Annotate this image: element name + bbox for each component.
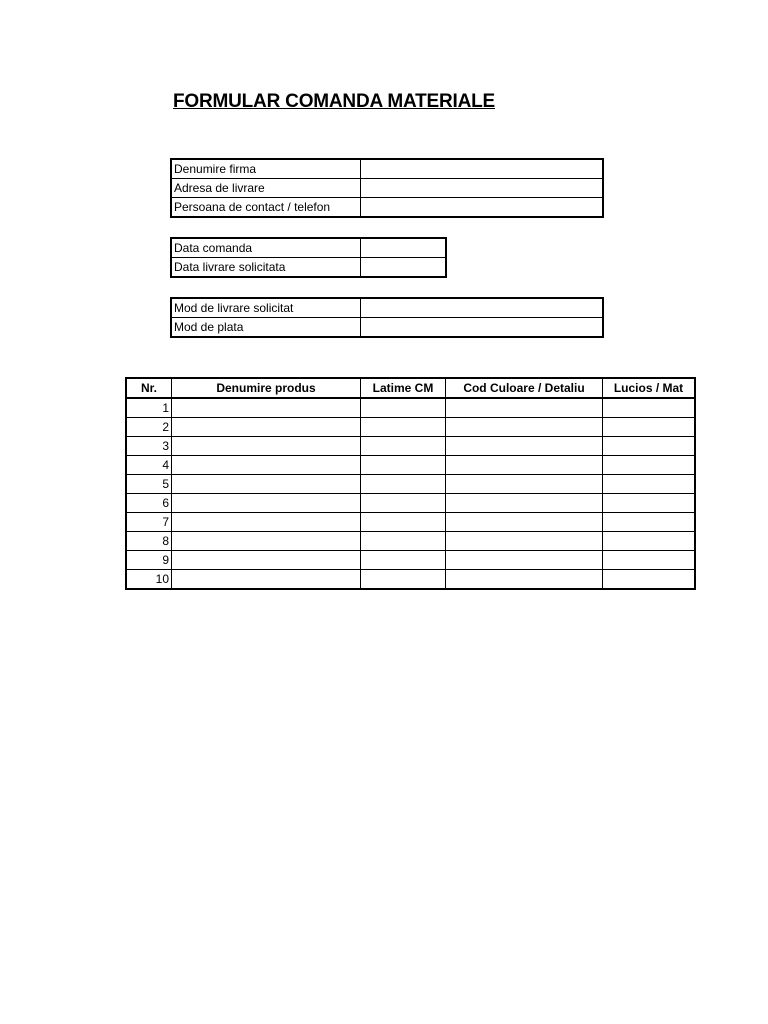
header-denumire-produs: Denumire produs: [172, 378, 361, 398]
width-cell[interactable]: [361, 551, 446, 570]
product-name-cell[interactable]: [172, 494, 361, 513]
row-number: 8: [126, 532, 172, 551]
table-row: [126, 570, 695, 590]
field-label: Mod de livrare solicitat: [171, 298, 361, 318]
company_info-row: [171, 159, 603, 179]
width-cell[interactable]: [361, 570, 446, 590]
table-row: [126, 532, 695, 551]
field-label: Data livrare solicitata: [171, 258, 361, 278]
field-value-cell[interactable]: [361, 298, 604, 318]
row-number: 10: [126, 570, 172, 590]
width-cell[interactable]: [361, 494, 446, 513]
product-name-cell[interactable]: [172, 398, 361, 418]
row-number: 7: [126, 513, 172, 532]
header-lucios-mat: Lucios / Mat: [603, 378, 696, 398]
products-header-row: [126, 378, 695, 398]
width-cell[interactable]: [361, 513, 446, 532]
color-code-cell[interactable]: [446, 475, 603, 494]
row-number: 3: [126, 437, 172, 456]
color-code-cell[interactable]: [446, 398, 603, 418]
product-name-cell[interactable]: [172, 456, 361, 475]
header-latime: Latime CM: [361, 378, 446, 398]
delivery-table: [170, 297, 604, 338]
header-cod-culoare: Cod Culoare / Detaliu: [446, 378, 603, 398]
width-cell[interactable]: [361, 437, 446, 456]
finish-cell[interactable]: [603, 551, 696, 570]
field-label: Data comanda: [171, 238, 361, 258]
color-code-cell[interactable]: [446, 456, 603, 475]
field-value-cell[interactable]: [361, 238, 447, 258]
table-row: [126, 494, 695, 513]
products-table: [125, 377, 696, 590]
field-label: Persoana de contact / telefon: [171, 198, 361, 218]
company_info-row: [171, 179, 603, 198]
width-cell[interactable]: [361, 456, 446, 475]
field-value-cell[interactable]: [361, 198, 604, 218]
field-value-cell[interactable]: [361, 258, 447, 278]
product-name-cell[interactable]: [172, 551, 361, 570]
finish-cell[interactable]: [603, 513, 696, 532]
product-name-cell[interactable]: [172, 570, 361, 590]
product-name-cell[interactable]: [172, 418, 361, 437]
delivery-row: [171, 318, 603, 338]
product-name-cell[interactable]: [172, 532, 361, 551]
table-row: [126, 475, 695, 494]
page-title: FORMULAR COMANDA MATERIALE: [173, 91, 495, 112]
field-value-cell[interactable]: [361, 159, 604, 179]
row-number: 4: [126, 456, 172, 475]
finish-cell[interactable]: [603, 398, 696, 418]
field-label: Denumire firma: [171, 159, 361, 179]
finish-cell[interactable]: [603, 418, 696, 437]
company-info-table: [170, 158, 604, 218]
width-cell[interactable]: [361, 398, 446, 418]
table-row: [126, 437, 695, 456]
finish-cell[interactable]: [603, 437, 696, 456]
color-code-cell[interactable]: [446, 551, 603, 570]
table-row: [126, 398, 695, 418]
finish-cell[interactable]: [603, 494, 696, 513]
width-cell[interactable]: [361, 418, 446, 437]
field-value-cell[interactable]: [361, 179, 604, 198]
delivery-row: [171, 298, 603, 318]
header-nr: Nr.: [126, 378, 172, 398]
dates-table: [170, 237, 447, 278]
color-code-cell[interactable]: [446, 437, 603, 456]
color-code-cell[interactable]: [446, 494, 603, 513]
width-cell[interactable]: [361, 532, 446, 551]
table-row: [126, 551, 695, 570]
finish-cell[interactable]: [603, 475, 696, 494]
product-name-cell[interactable]: [172, 513, 361, 532]
color-code-cell[interactable]: [446, 418, 603, 437]
finish-cell[interactable]: [603, 532, 696, 551]
field-label: Mod de plata: [171, 318, 361, 338]
row-number: 2: [126, 418, 172, 437]
row-number: 5: [126, 475, 172, 494]
dates-row: [171, 258, 446, 278]
color-code-cell[interactable]: [446, 513, 603, 532]
product-name-cell[interactable]: [172, 437, 361, 456]
table-row: [126, 513, 695, 532]
table-row: [126, 418, 695, 437]
row-number: 6: [126, 494, 172, 513]
color-code-cell[interactable]: [446, 532, 603, 551]
row-number: 1: [126, 398, 172, 418]
row-number: 9: [126, 551, 172, 570]
table-row: [126, 456, 695, 475]
color-code-cell[interactable]: [446, 570, 603, 590]
product-name-cell[interactable]: [172, 475, 361, 494]
field-value-cell[interactable]: [361, 318, 604, 338]
company_info-row: [171, 198, 603, 218]
dates-row: [171, 238, 446, 258]
field-label: Adresa de livrare: [171, 179, 361, 198]
width-cell[interactable]: [361, 475, 446, 494]
finish-cell[interactable]: [603, 570, 696, 590]
finish-cell[interactable]: [603, 456, 696, 475]
